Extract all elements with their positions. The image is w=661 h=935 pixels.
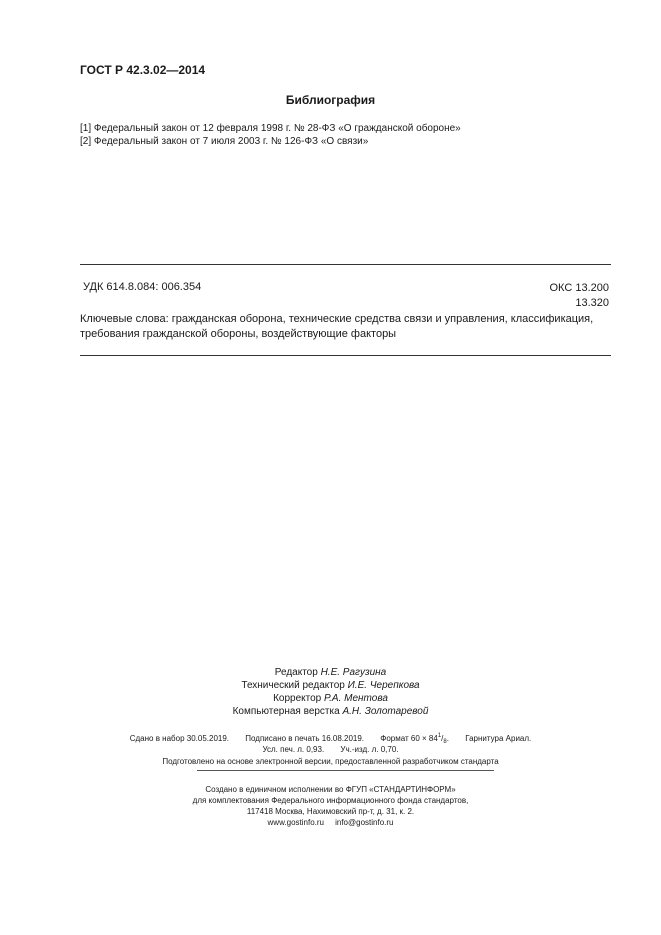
publishing-sheets: Уч.-изд. л. 0,70.: [340, 745, 399, 754]
layout-line: [0, 705, 661, 718]
tech-editor-label: Технический редактор: [241, 680, 345, 691]
proofreader-name: Р.А. Ментова: [324, 693, 388, 704]
format-numerator: 1: [437, 733, 442, 739]
proofreader-label: Корректор: [273, 693, 322, 704]
oks-codes: [550, 281, 610, 311]
publisher-line-1: Создано в единичном исполнении во ФГУП «СТАНДАРТИНФОРМ»: [205, 785, 456, 794]
paper-format: Формат $60 \times 84^1/_8$.: [380, 733, 449, 745]
format-prefix: Формат 60 × 84: [380, 734, 438, 743]
tech-editor-line: [0, 679, 661, 692]
imprint-line-2: [0, 745, 661, 754]
publisher-contacts: [0, 817, 661, 828]
editor-label: Редактор: [274, 667, 318, 678]
format-suffix: .: [446, 734, 449, 743]
publisher-info: [0, 784, 661, 828]
divider-imprint: [197, 770, 494, 771]
divider-bottom: [80, 355, 611, 356]
format-denominator: 8: [443, 739, 447, 745]
tech-editor-name: И.Е. Черепкова: [347, 680, 420, 691]
bibliography-title: Библиография: [285, 93, 376, 107]
oks-code-1: ОКС 13.200: [549, 282, 609, 294]
bibliography-item-2: [2] Федеральный закон от 7 июля 2003 г. № 126-ФЗ «О связи»: [80, 136, 369, 147]
proofreader-line: [0, 692, 661, 705]
divider-top: [80, 264, 611, 265]
publisher-line-2: для комплектования Федерального информационного фонда стандартов,: [192, 796, 469, 805]
publisher-address: 117418 Москва, Нахимовский пр-т, д. 31, к. 2.: [246, 807, 415, 816]
oks-code-2: 13.320: [575, 297, 609, 309]
typeface: Гарнитура Ариал.: [465, 734, 532, 743]
layout-name: А.Н. Золотаревой: [342, 706, 429, 717]
email-link[interactable]: info@gostinfo.ru: [335, 818, 394, 827]
imprint-prepared: Подготовлено на основе электронной версии, предоставленной разработчиком стандарта: [162, 757, 499, 766]
staff-credits: [0, 666, 661, 718]
website-link[interactable]: www.gostinfo.ru: [267, 818, 324, 827]
print-sheets: Усл. печ. л. 0,93.: [262, 745, 325, 754]
layout-label: Компьютерная верстка: [232, 706, 340, 717]
bibliography-item-1: [1] Федеральный закон от 12 февраля 1998 г. № 28-ФЗ «О гражданской обороне»: [80, 123, 461, 134]
keywords: Ключевые слова: гражданская оборона, технические средства связи и управления, классификация, требования гражданской обороны, воздействующие факторы: [80, 313, 594, 340]
editor-name: Н.Е. Рагузина: [320, 667, 387, 678]
signed-date: Подписано в печать 16.08.2019.: [245, 734, 365, 743]
imprint-line-1: [0, 733, 661, 745]
standard-number: ГОСТ Р 42.3.02—2014: [80, 63, 206, 77]
editor-line: [0, 666, 661, 679]
udk-code: УДК 614.8.084: 006.354: [83, 281, 202, 293]
submitted-date: Сдано в набор 30.05.2019.: [129, 734, 230, 743]
